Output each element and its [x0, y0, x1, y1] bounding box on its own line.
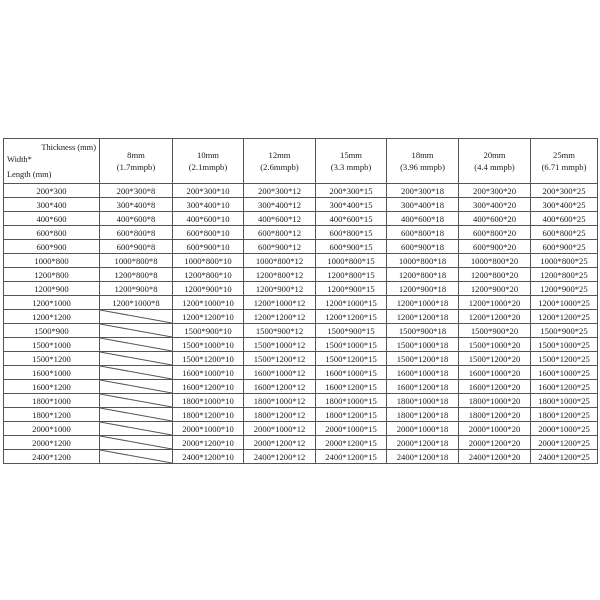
size-cell: 600*800*12 [244, 226, 316, 240]
not-available-cell [100, 366, 173, 380]
size-cell: 600*900*15 [316, 240, 387, 254]
size-cell: 300*400*18 [387, 198, 459, 212]
size-cell: 1800*1000*15 [316, 394, 387, 408]
size-cell: 600*900*25 [531, 240, 598, 254]
size-cell: 2400*1200*12 [244, 450, 316, 464]
width-label: Width* [7, 155, 32, 164]
size-cell: 1800*1200*12 [244, 408, 316, 422]
size-cell: 1600*1200*12 [244, 380, 316, 394]
size-cell: 1000*800*10 [173, 254, 244, 268]
not-available-cell [100, 324, 173, 338]
diagonal-slash-icon [100, 436, 172, 449]
column-header-18mm [387, 139, 459, 184]
row-size-label: 1200*900 [4, 282, 100, 296]
table-row [4, 184, 598, 198]
size-cell: 1200*1200*18 [387, 310, 459, 324]
size-cell: 1800*1200*25 [531, 408, 598, 422]
size-cell: 1800*1000*20 [459, 394, 531, 408]
column-header-12mm [244, 139, 316, 184]
size-cell: 300*400*10 [173, 198, 244, 212]
row-size-label: 300*400 [4, 198, 100, 212]
size-cell: 400*600*15 [316, 212, 387, 226]
not-available-cell [100, 436, 173, 450]
size-cell: 1200*800*8 [100, 268, 173, 282]
table-row [4, 380, 598, 394]
row-size-label: 1500*900 [4, 324, 100, 338]
diagonal-slash-icon [100, 366, 172, 379]
size-cell: 600*900*18 [387, 240, 459, 254]
size-cell: 1800*1000*18 [387, 394, 459, 408]
size-cell: 1500*1000*18 [387, 338, 459, 352]
size-cell: 1200*900*10 [173, 282, 244, 296]
table-row [4, 198, 598, 212]
size-cell: 300*400*25 [531, 198, 598, 212]
diagonal-slash-icon [100, 408, 172, 421]
size-cell: 600*800*20 [459, 226, 531, 240]
size-cell: 1500*1000*15 [316, 338, 387, 352]
row-size-label: 1800*1200 [4, 408, 100, 422]
size-cell: 1200*1000*25 [531, 296, 598, 310]
column-thickness: 12mm [268, 150, 291, 160]
table-row [4, 394, 598, 408]
table-row [4, 212, 598, 226]
size-cell: 1200*900*20 [459, 282, 531, 296]
size-cell: 200*300*25 [531, 184, 598, 198]
size-cell: 300*400*15 [316, 198, 387, 212]
header-corner-cell [4, 139, 100, 184]
size-cell: 300*400*20 [459, 198, 531, 212]
size-cell: 200*300*12 [244, 184, 316, 198]
column-density: (6.71 mmpb) [541, 162, 587, 172]
table-row [4, 422, 598, 436]
size-cell: 300*400*8 [100, 198, 173, 212]
not-available-cell [100, 394, 173, 408]
size-cell: 1500*900*12 [244, 324, 316, 338]
size-cell: 600*900*8 [100, 240, 173, 254]
size-cell: 1500*1200*20 [459, 352, 531, 366]
size-cell: 1200*1200*10 [173, 310, 244, 324]
size-cell: 1500*1200*12 [244, 352, 316, 366]
length-label: Length (mm) [7, 170, 52, 179]
size-cell: 200*300*8 [100, 184, 173, 198]
size-cell: 1200*800*10 [173, 268, 244, 282]
size-cell: 1200*800*25 [531, 268, 598, 282]
size-cell: 1800*1000*10 [173, 394, 244, 408]
table-row [4, 254, 598, 268]
size-cell: 1200*900*18 [387, 282, 459, 296]
size-cell: 2000*1200*12 [244, 436, 316, 450]
table-row [4, 310, 598, 324]
diagonal-slash-icon [100, 380, 172, 393]
size-cell: 2400*1200*18 [387, 450, 459, 464]
not-available-cell [100, 380, 173, 394]
size-cell: 1200*1000*12 [244, 296, 316, 310]
size-cell: 1200*900*25 [531, 282, 598, 296]
table-row [4, 226, 598, 240]
size-cell: 1200*800*20 [459, 268, 531, 282]
size-cell: 1000*800*12 [244, 254, 316, 268]
column-density: (3.96 mmpb) [400, 162, 445, 172]
size-spec-table [3, 138, 598, 464]
size-cell: 1500*900*15 [316, 324, 387, 338]
table-row [4, 450, 598, 464]
size-cell: 1800*1200*20 [459, 408, 531, 422]
size-cell: 2400*1200*10 [173, 450, 244, 464]
not-available-cell [100, 408, 173, 422]
diagonal-slash-icon [100, 422, 172, 435]
size-cell: 1000*800*20 [459, 254, 531, 268]
size-cell: 1000*800*8 [100, 254, 173, 268]
size-cell: 1000*800*15 [316, 254, 387, 268]
size-cell: 2400*1200*20 [459, 450, 531, 464]
column-density: (3.3 mmpb) [330, 162, 372, 172]
size-cell: 2000*1200*18 [387, 436, 459, 450]
column-header-10mm [173, 139, 244, 184]
row-size-label: 1800*1000 [4, 394, 100, 408]
column-density: (2.1mmpb) [188, 162, 228, 172]
size-cell: 1200*1200*25 [531, 310, 598, 324]
column-thickness: 18mm [411, 150, 434, 160]
row-size-label: 1600*1200 [4, 380, 100, 394]
size-cell: 2000*1200*10 [173, 436, 244, 450]
size-cell: 1500*1000*25 [531, 338, 598, 352]
not-available-cell [100, 338, 173, 352]
table-row [4, 436, 598, 450]
table-row [4, 352, 598, 366]
row-size-label: 1500*1200 [4, 352, 100, 366]
size-cell: 600*900*20 [459, 240, 531, 254]
size-cell: 1200*900*12 [244, 282, 316, 296]
row-size-label: 600*800 [4, 226, 100, 240]
size-cell: 1600*1000*18 [387, 366, 459, 380]
size-cell: 1200*1000*18 [387, 296, 459, 310]
diagonal-slash-icon [100, 394, 172, 407]
size-cell: 1200*800*18 [387, 268, 459, 282]
size-cell: 200*300*10 [173, 184, 244, 198]
size-cell: 1500*900*20 [459, 324, 531, 338]
size-cell: 2000*1000*10 [173, 422, 244, 436]
size-cell: 600*800*15 [316, 226, 387, 240]
size-cell: 400*600*20 [459, 212, 531, 226]
row-size-label: 2000*1200 [4, 436, 100, 450]
not-available-cell [100, 352, 173, 366]
table-body [4, 139, 598, 464]
size-cell: 1600*1200*20 [459, 380, 531, 394]
size-cell: 400*600*18 [387, 212, 459, 226]
table-row [4, 324, 598, 338]
size-cell: 1500*1000*12 [244, 338, 316, 352]
size-cell: 2000*1000*15 [316, 422, 387, 436]
size-cell: 2000*1200*25 [531, 436, 598, 450]
size-cell: 600*800*10 [173, 226, 244, 240]
size-cell: 300*400*12 [244, 198, 316, 212]
not-available-cell [100, 450, 173, 464]
size-cell: 600*900*12 [244, 240, 316, 254]
size-cell: 1500*1000*10 [173, 338, 244, 352]
size-cell: 1500*900*10 [173, 324, 244, 338]
column-header-20mm [459, 139, 531, 184]
table-row [4, 338, 598, 352]
size-cell: 1000*800*25 [531, 254, 598, 268]
size-cell: 1600*1000*10 [173, 366, 244, 380]
row-size-label: 2400*1200 [4, 450, 100, 464]
size-cell: 2000*1000*18 [387, 422, 459, 436]
table-row [4, 296, 598, 310]
row-size-label: 600*900 [4, 240, 100, 254]
row-size-label: 1200*1200 [4, 310, 100, 324]
size-cell: 1200*1200*15 [316, 310, 387, 324]
size-cell: 1200*1000*8 [100, 296, 173, 310]
size-cell: 200*300*18 [387, 184, 459, 198]
size-cell: 600*800*25 [531, 226, 598, 240]
row-size-label: 1200*1000 [4, 296, 100, 310]
size-cell: 2400*1200*15 [316, 450, 387, 464]
size-cell: 1500*1200*10 [173, 352, 244, 366]
diagonal-slash-icon [100, 310, 172, 323]
size-cell: 1500*1000*20 [459, 338, 531, 352]
table-row [4, 240, 598, 254]
size-cell: 1600*1200*18 [387, 380, 459, 394]
size-cell: 2000*1000*25 [531, 422, 598, 436]
size-cell: 1500*1200*18 [387, 352, 459, 366]
header-row [4, 139, 598, 184]
diagonal-slash-icon [100, 352, 172, 365]
size-cell: 2000*1200*15 [316, 436, 387, 450]
size-cell: 1600*1200*25 [531, 380, 598, 394]
column-thickness: 8mm [127, 150, 145, 160]
row-size-label: 400*600 [4, 212, 100, 226]
size-cell: 1500*900*25 [531, 324, 598, 338]
size-cell: 1500*900*18 [387, 324, 459, 338]
size-cell: 1000*800*18 [387, 254, 459, 268]
row-size-label: 200*300 [4, 184, 100, 198]
column-header-8mm [100, 139, 173, 184]
size-cell: 2000*1000*12 [244, 422, 316, 436]
size-cell: 1200*800*12 [244, 268, 316, 282]
column-density: (4.4 mmpb) [474, 162, 515, 172]
column-header-15mm [316, 139, 387, 184]
row-size-label: 1500*1000 [4, 338, 100, 352]
size-cell: 2000*1200*20 [459, 436, 531, 450]
size-cell: 1800*1200*10 [173, 408, 244, 422]
diagonal-slash-icon [100, 324, 172, 337]
size-cell: 1200*1000*10 [173, 296, 244, 310]
size-cell: 1200*1000*15 [316, 296, 387, 310]
size-cell: 1600*1000*12 [244, 366, 316, 380]
size-cell: 2400*1200*25 [531, 450, 598, 464]
not-available-cell [100, 422, 173, 436]
thickness-label: Thickness (mm) [41, 143, 96, 152]
size-cell: 2000*1000*20 [459, 422, 531, 436]
column-thickness: 15mm [340, 150, 362, 160]
table-row [4, 282, 598, 296]
size-cell: 400*600*8 [100, 212, 173, 226]
size-cell: 1800*1000*12 [244, 394, 316, 408]
size-cell: 1800*1200*15 [316, 408, 387, 422]
table-row [4, 366, 598, 380]
size-cell: 1200*1200*12 [244, 310, 316, 324]
column-thickness: 25mm [553, 150, 575, 160]
size-cell: 600*800*8 [100, 226, 173, 240]
size-cell: 1500*1200*15 [316, 352, 387, 366]
size-cell: 1800*1200*18 [387, 408, 459, 422]
size-cell: 200*300*20 [459, 184, 531, 198]
size-cell: 600*900*10 [173, 240, 244, 254]
size-cell: 1600*1200*10 [173, 380, 244, 394]
size-cell: 200*300*15 [316, 184, 387, 198]
size-cell: 1500*1200*25 [531, 352, 598, 366]
column-density: (1.7mmpb) [116, 162, 156, 172]
size-cell: 1200*900*15 [316, 282, 387, 296]
not-available-cell [100, 310, 173, 324]
column-thickness: 10mm [197, 150, 219, 160]
diagonal-slash-icon [100, 450, 172, 463]
size-cell: 400*600*10 [173, 212, 244, 226]
size-cell: 1200*900*8 [100, 282, 173, 296]
row-size-label: 1000*800 [4, 254, 100, 268]
size-cell: 1600*1000*15 [316, 366, 387, 380]
size-cell: 1200*1000*20 [459, 296, 531, 310]
column-thickness: 20mm [483, 150, 506, 160]
column-header-25mm [531, 139, 598, 184]
size-cell: 1600*1000*25 [531, 366, 598, 380]
table-row [4, 408, 598, 422]
size-cell: 1600*1000*20 [459, 366, 531, 380]
size-cell: 400*600*12 [244, 212, 316, 226]
column-density: (2.6mmpb) [260, 162, 299, 172]
size-cell: 600*800*18 [387, 226, 459, 240]
size-cell: 1200*800*15 [316, 268, 387, 282]
row-size-label: 1200*800 [4, 268, 100, 282]
table-row [4, 268, 598, 282]
size-cell: 1200*1200*20 [459, 310, 531, 324]
size-cell: 1600*1200*15 [316, 380, 387, 394]
spec-table-container [3, 138, 598, 464]
row-size-label: 1600*1000 [4, 366, 100, 380]
size-cell: 1800*1000*25 [531, 394, 598, 408]
size-cell: 400*600*25 [531, 212, 598, 226]
row-size-label: 2000*1000 [4, 422, 100, 436]
diagonal-slash-icon [100, 338, 172, 351]
